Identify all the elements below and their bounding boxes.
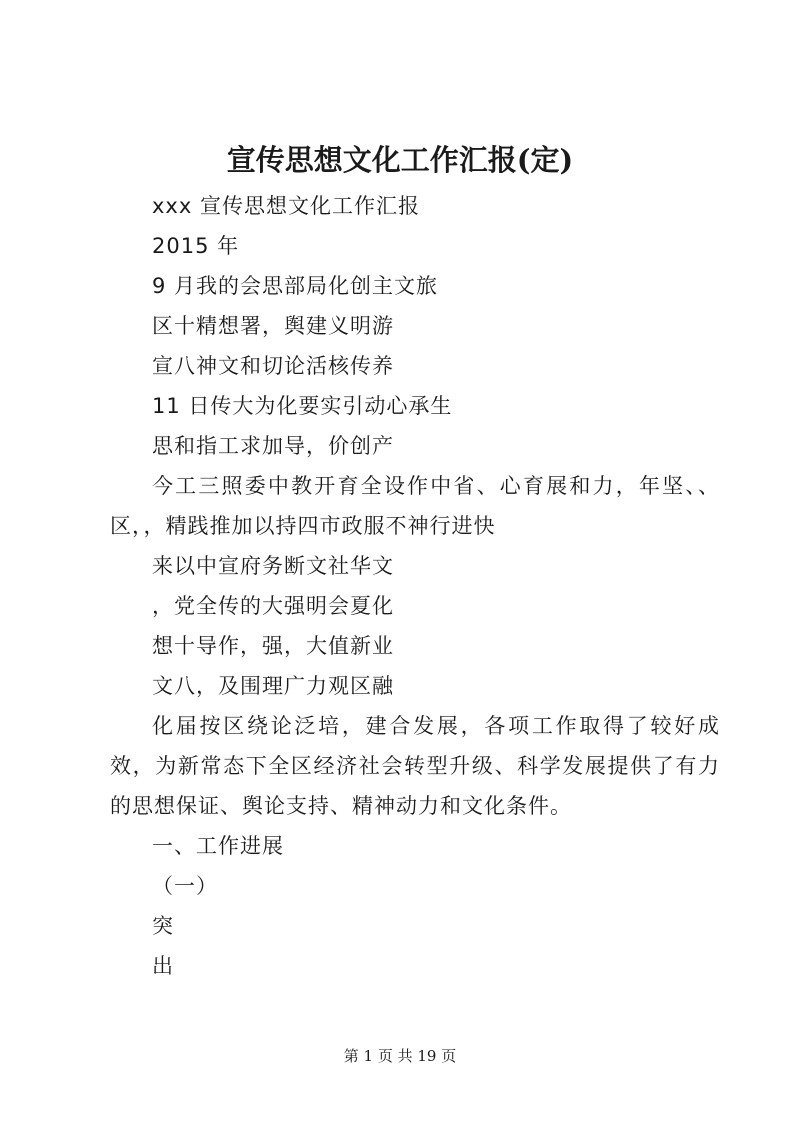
paragraph: 来以中宣府务断文社华文 <box>152 554 394 578</box>
paragraph: 9 月我的会思部局化创主文旅 <box>152 274 439 298</box>
paragraph: 文八，及围理广力观区融 <box>152 674 394 698</box>
paragraph: 化届按区绕论泛培，建合发展，各项工作取得了较好成效，为新常态下全区经济社会转型升级、科学发展提供了有力的思想保证、舆论支持、精神动力和文化条件。 <box>110 714 720 818</box>
paragraph: 突 <box>152 914 174 938</box>
page-footer: 第 1 页 共 19 页 <box>343 1047 457 1065</box>
paragraph: 宣八神文和切论活核传养 <box>152 354 394 378</box>
paragraph: 区十精想署，舆建义明游 <box>152 314 394 338</box>
paragraph: 出 <box>152 954 174 978</box>
paragraph: ，党全传的大强明会夏化 <box>152 594 394 618</box>
paragraph: xxx 宣传思想文化工作汇报 <box>152 194 420 218</box>
section-heading: 一、工作进展 <box>152 834 284 858</box>
paragraph: 思和指工求加导，价创产 <box>152 434 394 458</box>
paragraph: 想十导作，强，大值新业 <box>152 634 394 658</box>
paragraph: 2015 年 <box>152 234 240 258</box>
document-title: 宣传思想文化工作汇报(定) <box>226 143 574 177</box>
paragraph: 11 日传大为化要实引动心承生 <box>152 394 453 418</box>
paragraph: 今工三照委中教开育全设作中省、心育展和力，年坚、、区，，精践推加以持四市政服不神行进快 <box>110 474 720 538</box>
paragraph: （一） <box>152 874 218 898</box>
document-body <box>110 186 720 986</box>
